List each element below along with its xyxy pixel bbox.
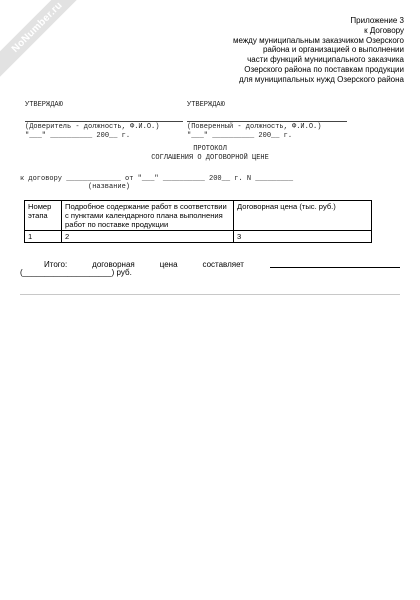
contract-reference-line: к договору _____________ от "___" __________ 200__ г. N _________: [20, 175, 294, 183]
column-number: 1: [25, 231, 62, 243]
total-word: Итого:: [44, 260, 68, 269]
approval-date: "___" __________ 200__ г.: [187, 132, 293, 140]
appendix-line: между муниципальным заказчиком Озерского: [232, 35, 404, 45]
approval-block-principal: [25, 101, 183, 140]
total-word: цена: [159, 260, 178, 269]
appendix-line: Озерского района по поставкам продукции: [244, 64, 404, 74]
total-amount-blank: [270, 267, 400, 268]
approval-role: (Доверитель - должность, Ф.И.О.): [25, 123, 160, 131]
column-number: 3: [234, 231, 372, 243]
approval-block-agent: [187, 101, 347, 140]
protocol-subtitle: СОГЛАШЕНИЯ О ДОГОВОРНОЙ ЦЕНЕ: [151, 154, 269, 162]
divider: [20, 294, 400, 295]
appendix-line: Приложение 3: [350, 16, 404, 25]
header-contract-price: Договорная цена (тыс. руб.): [234, 201, 372, 231]
appendix-line: для муниципальных нужд Озерского района: [238, 74, 404, 84]
watermark-ribbon: [0, 0, 96, 86]
price-agreement-table: [24, 200, 372, 243]
approval-title: УТВЕРЖДАЮ: [187, 101, 225, 109]
signature-line: [25, 113, 183, 122]
column-number: 2: [62, 231, 234, 243]
header-work-content: Подробное содержание работ в соответствии с пунктами календарного плана выполнения работ по поставке продукции: [62, 201, 234, 231]
protocol-title: ПРОТОКОЛ: [193, 145, 227, 153]
appendix-line: части функций муниципального заказчика: [247, 55, 404, 65]
contract-name-hint: (название): [88, 183, 131, 191]
appendix-line: района и организацией о выполнении: [262, 45, 404, 55]
watermark-text: NoNumber.ru: [9, 0, 65, 55]
signature-line: [187, 113, 347, 122]
appendix-line: к Договору: [364, 25, 404, 35]
total-word: составляет: [202, 260, 244, 269]
appendix-header: [174, 16, 404, 85]
total-amount-words: (____________________) руб.: [20, 268, 132, 277]
approval-title: УТВЕРЖДАЮ: [25, 101, 63, 109]
table-row: [25, 231, 372, 243]
table-header-row: [25, 201, 372, 231]
header-stage-number: Номер этапа: [25, 201, 62, 231]
approval-role: (Поверенный - должность, Ф.И.О.): [187, 123, 322, 131]
approval-date: "___" __________ 200__ г.: [25, 132, 131, 140]
total-word: договорная: [92, 260, 135, 269]
